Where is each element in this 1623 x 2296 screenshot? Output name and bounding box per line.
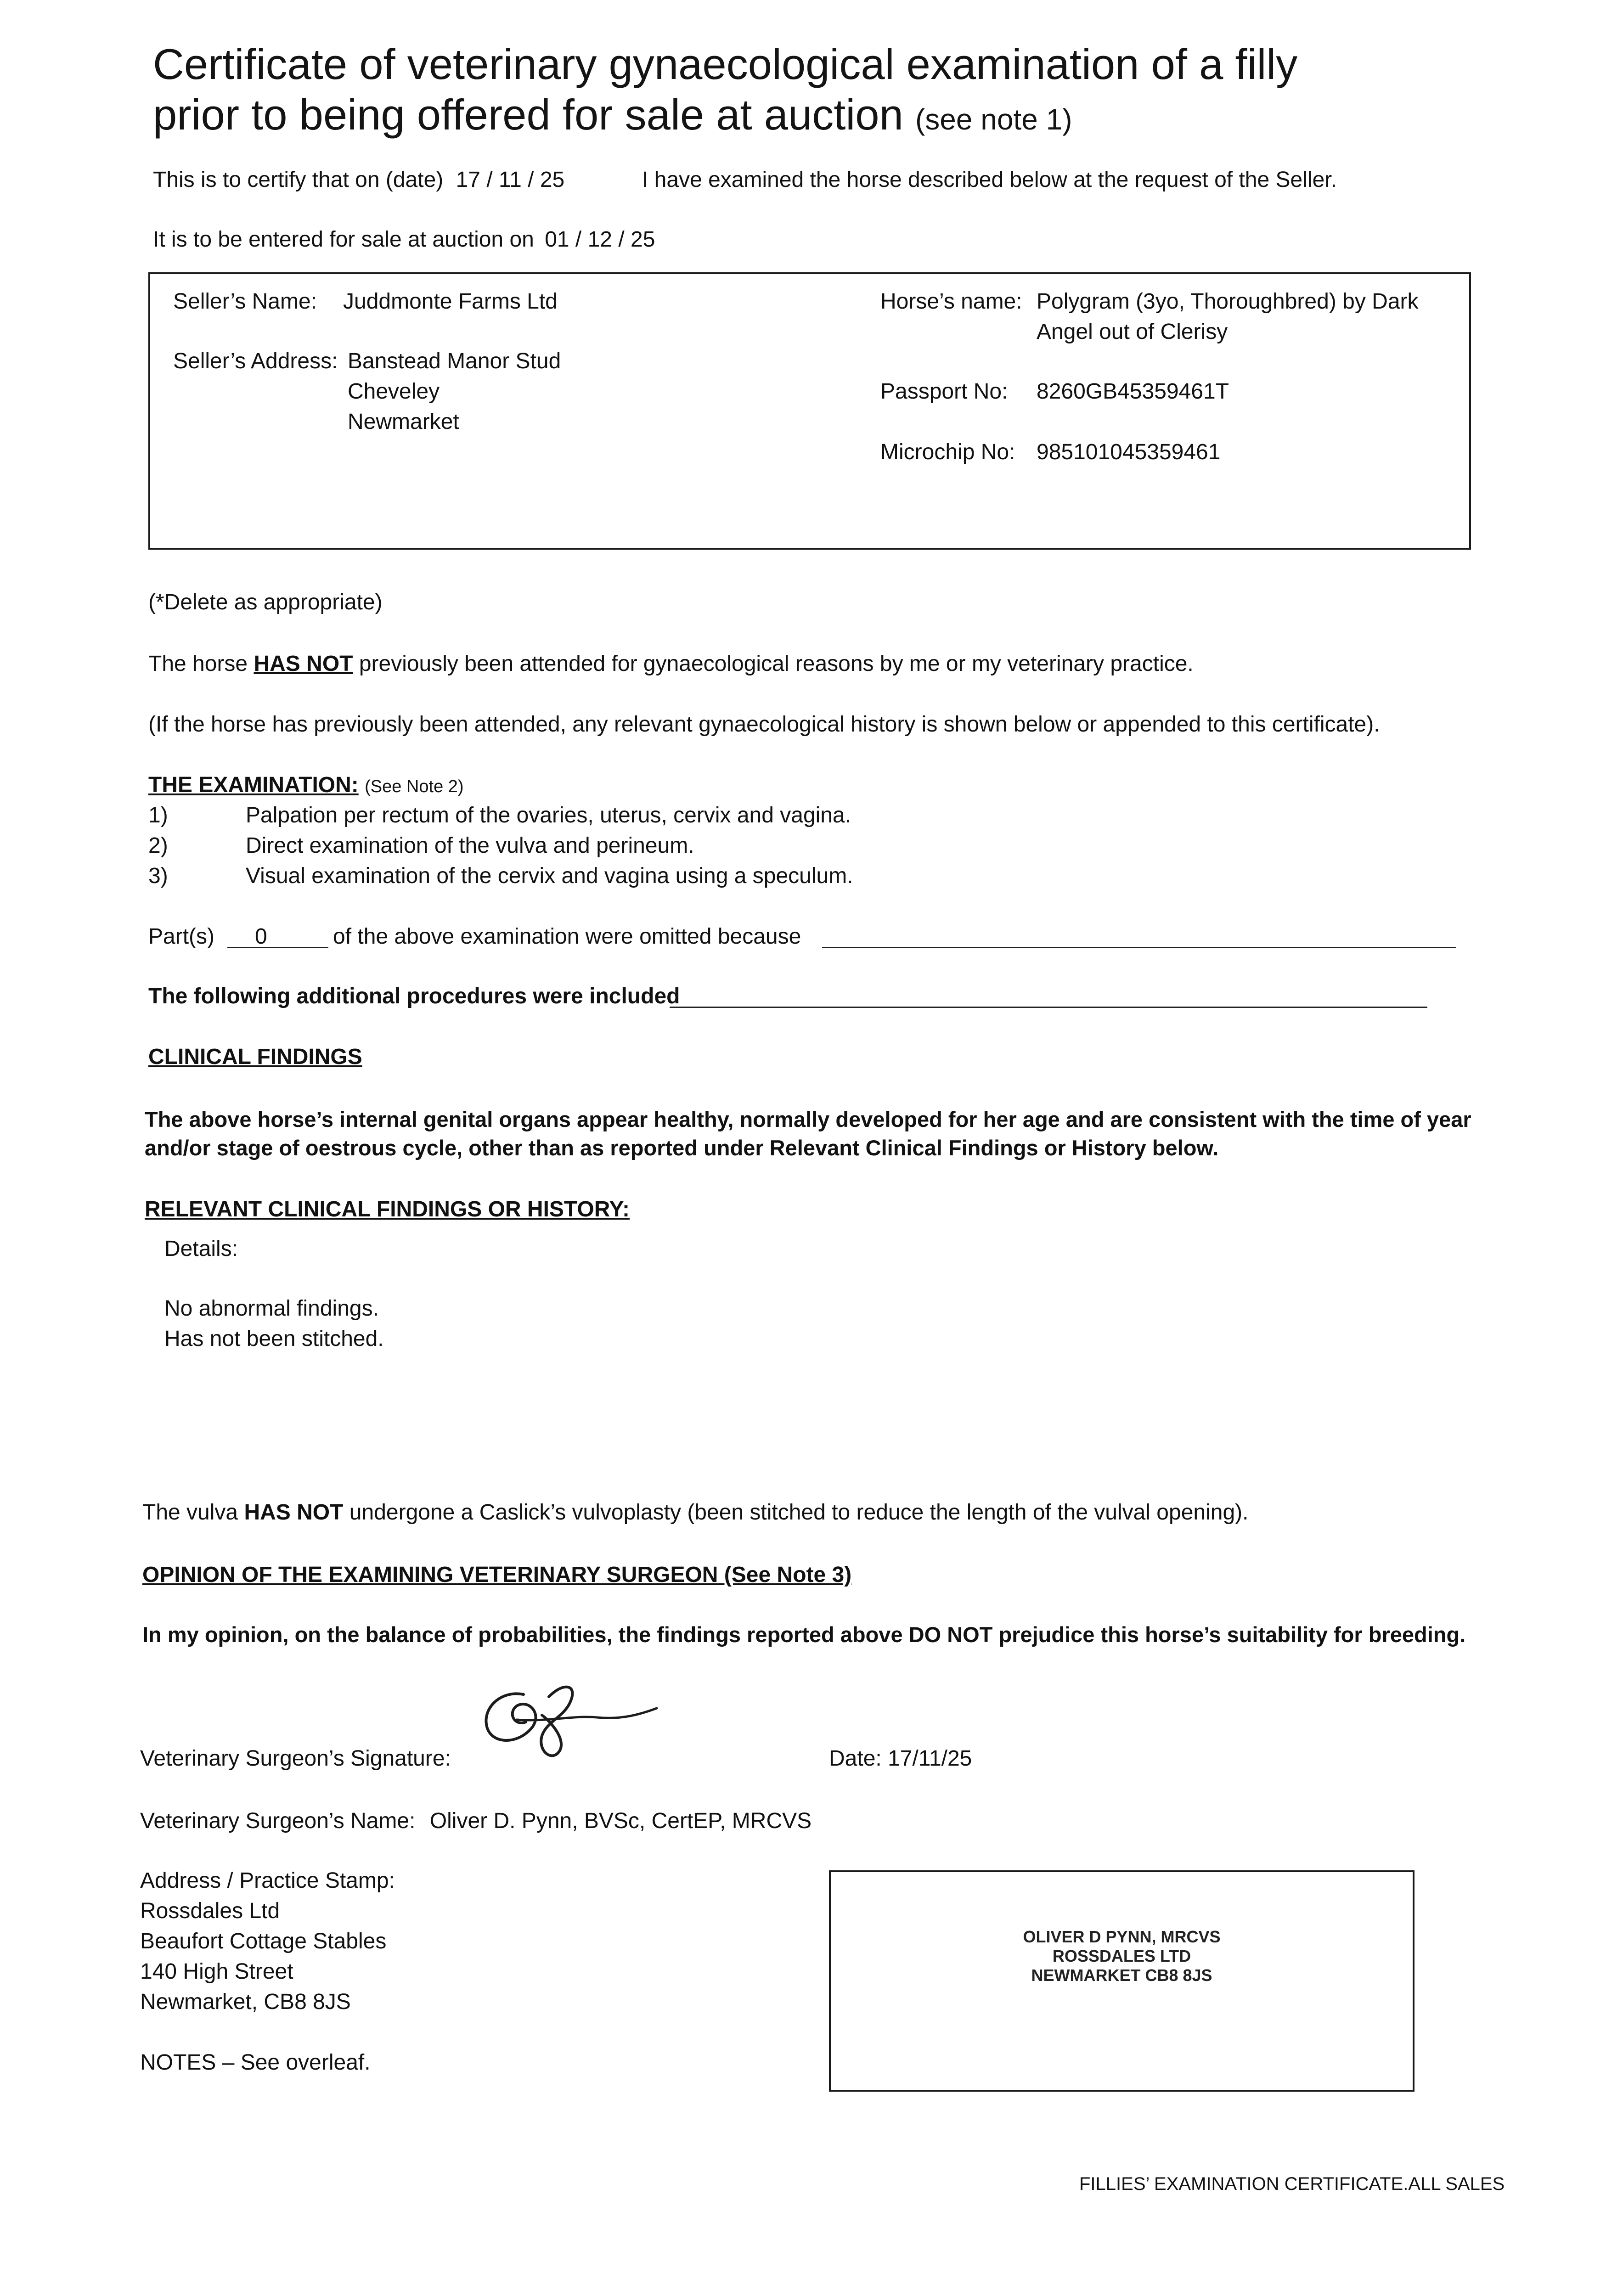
certify-examined-text: I have examined the horse described below at the request of the Seller. [642, 168, 1337, 192]
practice-line-3: 140 High Street [140, 1959, 293, 1984]
passport-number: 8260GB45359461T [1037, 379, 1229, 404]
stamp-line-2: ROSSDALES LTD [1052, 1947, 1191, 1965]
opinion-heading: OPINION OF THE EXAMINING VETERINARY SURGEON (See Note 3) [142, 1563, 852, 1587]
vulva-status: HAS NOT [244, 1500, 344, 1525]
seller-address-line3: Newmarket [348, 410, 459, 434]
attendance-suffix: previously been attended for gynaecological reasons by me or my veterinary practice. [359, 652, 1194, 676]
form-footer: FILLIES’ EXAMINATION CERTIFICATE.ALL SALES [1079, 2174, 1505, 2194]
practice-label: Address / Practice Stamp: [140, 1868, 395, 1893]
exam-item-1-num: 1) [148, 803, 168, 827]
relevant-findings-heading: RELEVANT CLINICAL FINDINGS OR HISTORY: [145, 1197, 630, 1221]
microchip-label: Microchip No: [880, 440, 1015, 464]
auction-date-line [153, 226, 655, 253]
certificate-title-line1: Certificate of veterinary gynaecological examination of a filly [153, 40, 1298, 88]
additional-procedures-label: The following additional procedures were included [148, 984, 680, 1008]
opinion-statement: In my opinion, on the balance of probabilities, the findings reported above DO NOT prejudice this horse’s suitability for breeding. [142, 1622, 1466, 1647]
signature-date-line [829, 1745, 972, 1773]
attendance-status: HAS NOT [254, 652, 353, 676]
certificate-title-line2 [153, 90, 1072, 144]
examination-heading-note: (See Note 2) [365, 777, 464, 796]
vulva-line [142, 1499, 1248, 1526]
parts-value-line [227, 947, 328, 948]
practice-line-1: Rossdales Ltd [140, 1899, 280, 1923]
practice-line-2: Beaufort Cottage Stables [140, 1929, 387, 1953]
signature-date: 17/11/25 [888, 1746, 972, 1771]
notes-text: NOTES – See overleaf. [140, 2050, 371, 2075]
delete-note: (*Delete as appropriate) [148, 590, 383, 614]
exam-item-1-text: Palpation per rectum of the ovaries, uterus, cervix and vagina. [246, 803, 851, 827]
attendance-prefix: The horse [148, 652, 248, 676]
passport-label: Passport No: [880, 379, 1008, 404]
additional-procedures-line [670, 1007, 1427, 1008]
seller-horse-box [148, 272, 1471, 550]
surgeon-name: Oliver D. Pynn, BVSc, CertEP, MRCVS [429, 1809, 812, 1833]
exam-item-3-num: 3) [148, 864, 168, 888]
attendance-note: (If the horse has previously been attended, any relevant gynaecological history is shown below or appended to this certificate). [148, 712, 1380, 737]
certify-prefix: This is to certify that on (date) [153, 168, 444, 192]
stamp-line-3: NEWMARKET CB8 8JS [1031, 1966, 1212, 1985]
signature-label: Veterinary Surgeon’s Signature: [140, 1746, 451, 1771]
details-label: Details: [164, 1237, 238, 1261]
horse-name-label: Horse’s name: [880, 289, 1022, 314]
stamp-line-1: OLIVER D PYNN, MRCVS [1023, 1927, 1221, 1946]
surgeon-name-label: Veterinary Surgeon’s Name: [140, 1809, 416, 1833]
seller-address-line2: Cheveley [348, 379, 440, 404]
microchip-number: 985101045359461 [1037, 440, 1221, 464]
examination-heading [148, 771, 464, 800]
auction-date: 01 / 12 / 25 [545, 227, 655, 252]
examination-heading-text: THE EXAMINATION: [148, 773, 359, 797]
title-note: (see note 1) [915, 103, 1072, 136]
vulva-prefix: The vulva [142, 1500, 238, 1525]
clinical-findings-heading: CLINICAL FINDINGS [148, 1045, 362, 1069]
practice-line-4: Newmarket, CB8 8JS [140, 1990, 351, 2014]
certify-date-line [153, 166, 564, 194]
clinical-statement-line1: The above horse’s internal genital organs appear healthy, normally developed for her age and are consistent with the time of year [145, 1107, 1471, 1131]
exam-item-2-num: 2) [148, 833, 168, 858]
signature-date-label: Date: [829, 1746, 882, 1771]
exam-item-3-text: Visual examination of the cervix and vagina using a speculum. [246, 864, 853, 888]
attendance-line [148, 650, 1194, 678]
finding-line-1: No abnormal findings. [164, 1296, 379, 1321]
seller-address-label: Seller’s Address: [173, 349, 338, 373]
surgeon-name-line [140, 1807, 812, 1835]
auction-prefix: It is to be entered for sale at auction on [153, 227, 534, 252]
seller-address-line1: Banstead Manor Stud [348, 349, 561, 373]
horse-name-line1: Polygram (3yo, Thoroughbred) by Dark [1037, 289, 1419, 314]
horse-name-line2: Angel out of Clerisy [1037, 320, 1228, 344]
omitted-reason-line [822, 947, 1456, 948]
parts-value: 0 [255, 924, 267, 949]
finding-line-2: Has not been stitched. [164, 1327, 384, 1351]
parts-suffix: of the above examination were omitted because [333, 924, 801, 949]
parts-prefix: Part(s) [148, 924, 214, 949]
practice-stamp-box [829, 1870, 1414, 2092]
certify-date: 17 / 11 / 25 [456, 168, 565, 192]
clinical-statement-line2: and/or stage of oestrous cycle, other than as reported under Relevant Clinical Findings or History below. [145, 1136, 1219, 1160]
exam-item-2-text: Direct examination of the vulva and perineum. [246, 833, 694, 858]
title-line2-text: prior to being offered for sale at auction [153, 90, 903, 139]
seller-name-label: Seller’s Name: [173, 289, 317, 314]
signature-image [473, 1671, 666, 1773]
vulva-suffix: undergone a Caslick’s vulvoplasty (been stitched to reduce the length of the vulval opening). [349, 1500, 1249, 1525]
seller-name: Juddmonte Farms Ltd [343, 289, 558, 314]
